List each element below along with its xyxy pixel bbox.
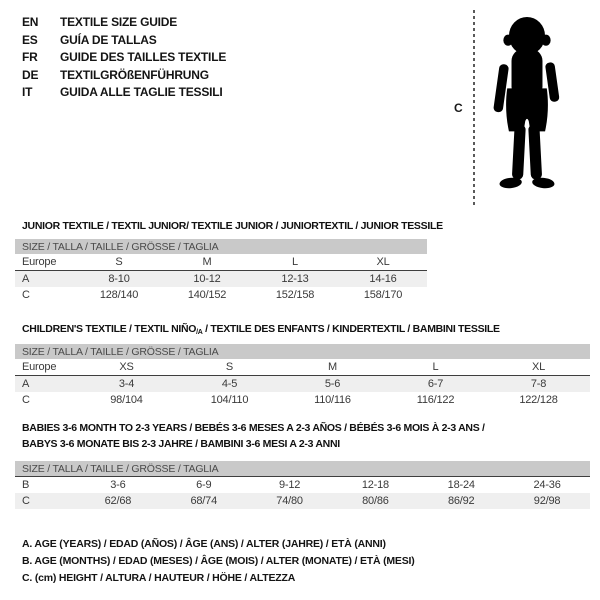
- section-title-subscript: /A: [196, 329, 203, 336]
- section-title-text: CHILDREN'S TEXTILE / TEXTIL NIÑO: [22, 323, 197, 335]
- height-cell: 122/128: [519, 394, 558, 406]
- language-label: GUÍA DE TALLAS: [60, 32, 157, 47]
- height-cell: 110/116: [314, 394, 351, 406]
- age-cell: 8-10: [75, 271, 163, 288]
- height-cell: 140/152: [187, 289, 227, 301]
- row-label: A: [15, 376, 75, 393]
- row-label: B: [22, 479, 30, 491]
- size-cell: L: [384, 359, 487, 376]
- size-header-bar: [15, 461, 590, 477]
- language-label: TEXTILGRÖßENFÜHRUNG: [60, 67, 209, 82]
- language-code: ES: [22, 32, 38, 47]
- age-cell: 4-5: [178, 376, 281, 393]
- footnote-b: B. AGE (MONTHS) / EDAD (MESES) / ÂGE (MOIS) / ALTER (MONATE) / ETÀ (MESI): [22, 555, 415, 567]
- junior-size-table: [15, 239, 427, 303]
- size-header-bar: [15, 239, 427, 254]
- size-cell: XL: [339, 254, 427, 271]
- section-title-junior: [22, 218, 443, 234]
- age-cell: 12-18: [361, 479, 389, 491]
- section-title-children: [22, 321, 500, 341]
- size-cell: M: [163, 254, 251, 271]
- language-code: DE: [22, 67, 39, 82]
- footnotes: [22, 536, 415, 587]
- age-cell: 6-9: [196, 479, 212, 491]
- language-code: FR: [22, 50, 38, 64]
- height-cell: 74/80: [247, 493, 333, 509]
- row-label: C: [22, 289, 30, 301]
- language-code: EN: [22, 15, 39, 29]
- table-row: [15, 376, 590, 393]
- age-cell: 18-24: [447, 479, 475, 491]
- size-header-label: SIZE / TALLA / TAILLE / GRÖSSE / TAGLIA: [15, 344, 590, 359]
- age-cell: 24-36: [533, 479, 561, 491]
- section-title-text: / TEXTILE DES ENFANTS / KINDERTEXTIL / BAMBINI TESSILE: [202, 323, 500, 335]
- size-cell: XL: [487, 359, 590, 376]
- age-cell: 5-6: [281, 376, 384, 393]
- size-header-bar: [15, 344, 590, 359]
- age-cell: 6-7: [384, 376, 487, 393]
- language-code: IT: [22, 85, 33, 99]
- age-cell: 14-16: [339, 271, 427, 288]
- table-row: [15, 254, 427, 271]
- height-cell: 158/170: [363, 289, 403, 301]
- footnote-c: C. (cm) HEIGHT / ALTURA / HAUTEUR / HÖHE / ALTEZZA: [22, 572, 296, 584]
- height-dimension-line: [473, 10, 475, 207]
- size-header-label: SIZE / TALLA / TAILLE / GRÖSSE / TAGLIA: [15, 239, 427, 254]
- height-cell: 92/98: [504, 493, 590, 509]
- table-row: [15, 287, 427, 303]
- size-cell: S: [75, 254, 163, 271]
- height-cell: 104/110: [210, 394, 249, 406]
- height-cell: 98/104: [110, 394, 143, 406]
- row-label: Europe: [15, 254, 75, 271]
- table-row: [15, 392, 590, 408]
- size-cell: XS: [75, 359, 178, 376]
- height-cell: 80/86: [332, 493, 418, 509]
- row-label: C: [22, 394, 30, 406]
- section-title-text: BABYS 3-6 MONATE BIS 2-3 JAHRE / BAMBINI 3-6 MESI A 2-3 ANNI: [22, 438, 340, 450]
- section-title-text: BABIES 3-6 MONTH TO 2-3 YEARS / BEBÉS 3-6 MESES A 2-3 AÑOS / BÉBÉS 3-6 MOIS À 2-3 ANS /: [22, 422, 485, 434]
- language-row-it: [22, 84, 226, 102]
- age-cell: 12-13: [251, 271, 339, 288]
- height-cell: 68/74: [161, 493, 247, 509]
- row-label: C: [15, 493, 75, 509]
- language-list: [22, 14, 226, 102]
- language-label: GUIDE DES TAILLES TEXTILE: [60, 50, 227, 64]
- children-size-table: [15, 344, 590, 408]
- height-cell: 128/140: [99, 289, 139, 301]
- age-cell: 10-12: [163, 271, 251, 288]
- age-cell: 7-8: [487, 376, 590, 393]
- size-header-label: SIZE / TALLA / TAILLE / GRÖSSE / TAGLIA: [15, 461, 590, 477]
- table-row: [15, 359, 590, 376]
- language-label: GUIDA ALLE TAGLIE TESSILI: [60, 85, 223, 99]
- size-cell: S: [178, 359, 281, 376]
- table-row: [15, 493, 590, 509]
- height-cell: 116/122: [416, 394, 455, 406]
- age-cell: 3-4: [75, 376, 178, 393]
- table-row: [15, 477, 590, 494]
- height-cell: 86/92: [418, 493, 504, 509]
- size-cell: L: [251, 254, 339, 271]
- language-row-de: [22, 67, 226, 85]
- language-row-es: [22, 32, 226, 50]
- section-title-babies: [22, 420, 485, 452]
- row-label: Europe: [15, 359, 75, 376]
- height-cell: 62/68: [75, 493, 161, 509]
- baby-silhouette-icon: [484, 8, 570, 210]
- age-cell: 9-12: [278, 479, 301, 491]
- babies-size-table: [15, 461, 590, 509]
- language-row-en: [22, 14, 226, 32]
- footnote-a: A. AGE (YEARS) / EDAD (AÑOS) / ÂGE (ANS) / ALTER (JAHRE) / ETÀ (ANNI): [22, 538, 386, 550]
- height-dimension-label: C: [454, 101, 463, 115]
- language-row-fr: [22, 49, 226, 67]
- size-cell: M: [281, 359, 384, 376]
- language-label: TEXTILE SIZE GUIDE: [60, 15, 178, 29]
- table-row: [15, 271, 427, 288]
- age-cell: 3-6: [110, 479, 126, 491]
- row-label: A: [15, 271, 75, 288]
- section-title-text: JUNIOR TEXTILE / TEXTIL JUNIOR/ TEXTILE JUNIOR / JUNIORTEXTIL / JUNIOR TESSILE: [22, 220, 443, 232]
- height-cell: 152/158: [275, 289, 315, 301]
- baby-figure-area: [440, 0, 600, 215]
